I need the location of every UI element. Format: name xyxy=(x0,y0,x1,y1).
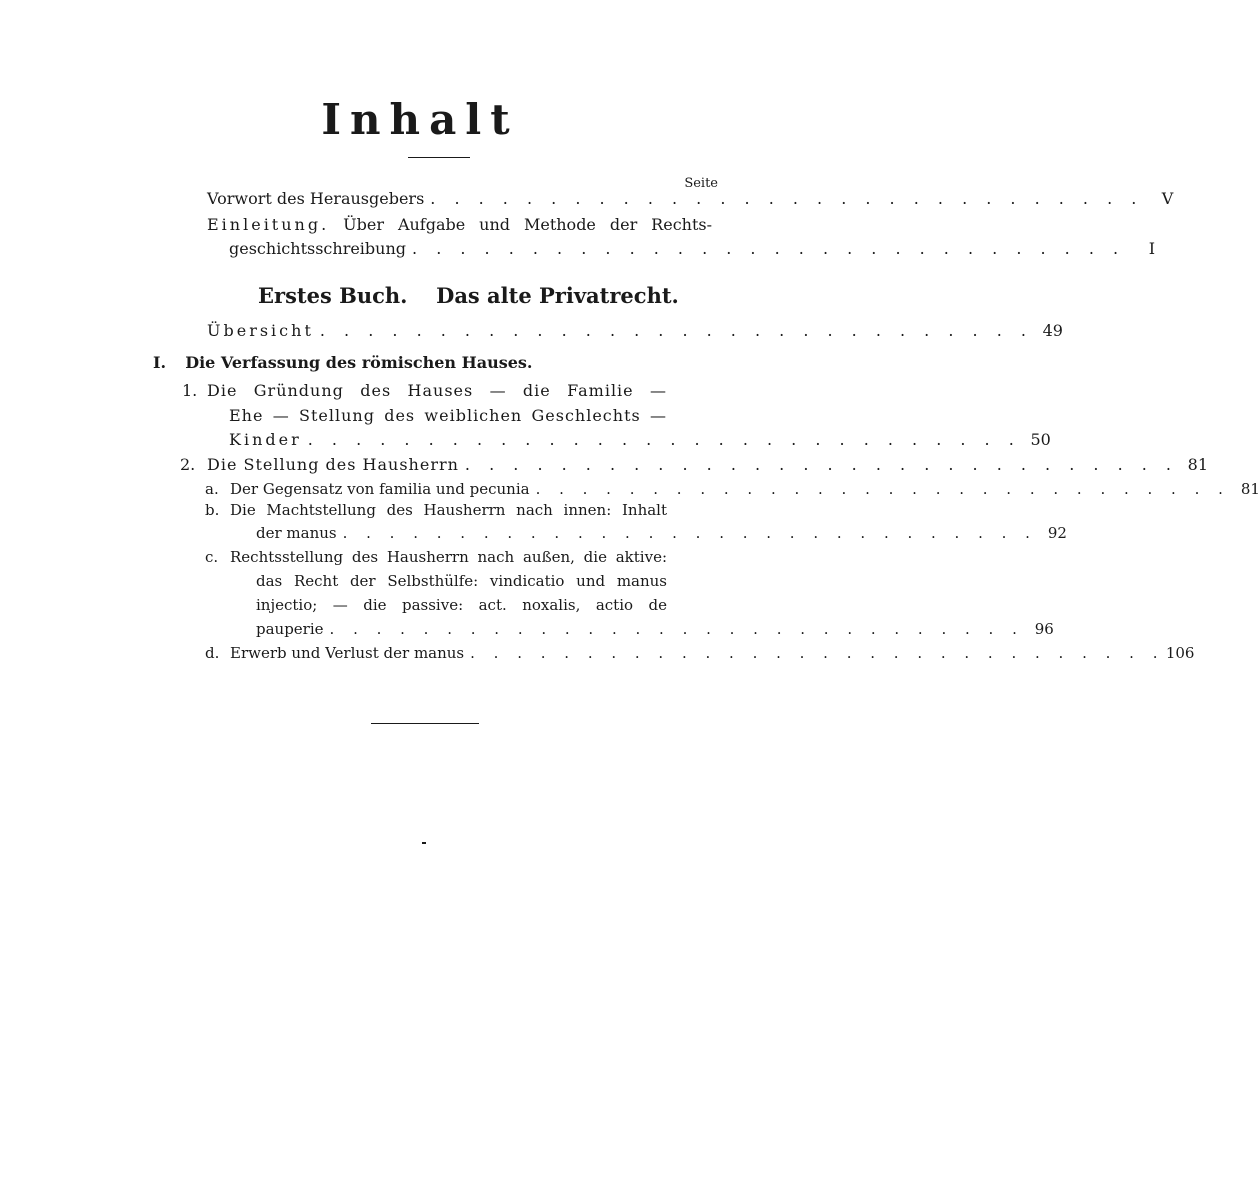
page-number: V xyxy=(1161,189,1174,208)
toc-entry-b-line1: Die Machtstellung des Hausherrn nach innen: Inhalt xyxy=(230,501,667,519)
page-number: 96 xyxy=(1034,620,1054,638)
toc-entry-einleitung xyxy=(207,214,712,236)
entry-text: Die Stellung des Hausherrn xyxy=(207,455,459,474)
entry-text: Übersicht xyxy=(207,321,314,340)
toc-entry-d xyxy=(230,642,1195,664)
entry-text: Erwerb und Verlust der manus xyxy=(230,644,465,662)
toc-entry-sub1-line2: Ehe — Stellung des weiblichen Geschlechts — xyxy=(229,406,667,425)
entry-lead: Einleitung. xyxy=(207,215,330,234)
toc-entry-sub1-line1: Die Gründung des Hauses — die Familie — xyxy=(207,381,667,400)
sub-number: 2. xyxy=(180,455,196,474)
toc-entry-c-line2: das Recht der Selbsthülfe: vindicatio und manus xyxy=(256,572,667,590)
item-letter: b. xyxy=(205,501,220,519)
entry-text: der manus xyxy=(256,524,337,542)
leader-dots: . . . . . . . . . . . . . . . . . . . . . . . . . . . . . . xyxy=(329,620,1024,638)
end-rule xyxy=(371,723,479,724)
entry-text: Der Gegensatz von familia und pecunia xyxy=(230,480,530,498)
leader-dots: . . . . . . . . . . . . . . . . . . . . . . . . . . . . . . xyxy=(470,644,1165,662)
sub-number: 1. xyxy=(182,381,198,400)
page-number: 92 xyxy=(1047,524,1067,542)
entry-text: geschichtsschreibung xyxy=(229,239,407,258)
book-label: Erstes Buch. xyxy=(258,283,408,308)
item-letter: d. xyxy=(205,644,220,662)
leader-dots: . . . . . . . . . . . . . . . . . . . . . . . . . . . . . . xyxy=(342,524,1037,542)
page-number: 50 xyxy=(1030,430,1051,449)
toc-entry-c-line3: injectio; — die passive: act. noxalis, actio de xyxy=(256,596,667,614)
leader-dots: . . . . . . . . . . . . . . . . . . . . . . . . . . . . . . xyxy=(412,239,1126,258)
toc-entry-c-line1: Rechtsstellung des Hausherrn nach außen, die aktive: xyxy=(230,548,667,566)
entry-text: Über Aufgabe und Methode der Rechts- xyxy=(343,215,713,234)
section-title: Die Verfassung des römischen Hauses. xyxy=(185,353,533,372)
page-number: 81 xyxy=(1240,480,1260,498)
page-title: Inhalt xyxy=(321,95,519,144)
toc-entry-einleitung-cont xyxy=(229,238,1156,260)
item-letter: a. xyxy=(205,480,219,498)
leader-dots: . . . . . . . . . . . . . . . . . . . . . . . . . . . . . . xyxy=(307,430,1021,449)
page-number: I xyxy=(1148,239,1156,258)
title-rule xyxy=(408,157,470,158)
page-number: 106 xyxy=(1165,644,1195,662)
item-letter: c. xyxy=(205,548,219,566)
entry-text: Vorwort des Herausgebers xyxy=(207,189,425,208)
toc-entry-a xyxy=(230,478,1260,500)
entry-text: Kinder xyxy=(229,430,302,449)
toc-entry-sub2 xyxy=(207,454,1208,476)
leader-dots: . . . . . . . . . . . . . . . . . . . . . . . . . . . . . . xyxy=(319,321,1033,340)
section-number: I. xyxy=(153,353,167,372)
page-number: 81 xyxy=(1187,455,1208,474)
leader-dots: . . . . . . . . . . . . . . . . . . . . . . . . . . . . . . xyxy=(464,455,1178,474)
page-number: 49 xyxy=(1042,321,1063,340)
print-mark xyxy=(422,842,426,844)
entry-text: pauperie xyxy=(256,620,324,638)
toc-entry-uebersicht xyxy=(207,320,1063,342)
seite-label: Seite xyxy=(684,176,718,191)
book-title: Das alte Privatrecht. xyxy=(436,283,679,308)
toc-entry-vorwort xyxy=(207,188,1174,210)
toc-entry-b-line2 xyxy=(256,522,1067,544)
toc-entry-c-line4 xyxy=(256,618,1054,640)
leader-dots: . . . . . . . . . . . . . . . . . . . . . . . . . . . . . . xyxy=(430,189,1144,208)
leader-dots: . . . . . . . . . . . . . . . . . . . . . . . . . . . . . . xyxy=(535,480,1230,498)
section-heading xyxy=(153,352,532,374)
book-heading xyxy=(258,283,679,308)
toc-entry-sub1-line3 xyxy=(229,429,1051,451)
